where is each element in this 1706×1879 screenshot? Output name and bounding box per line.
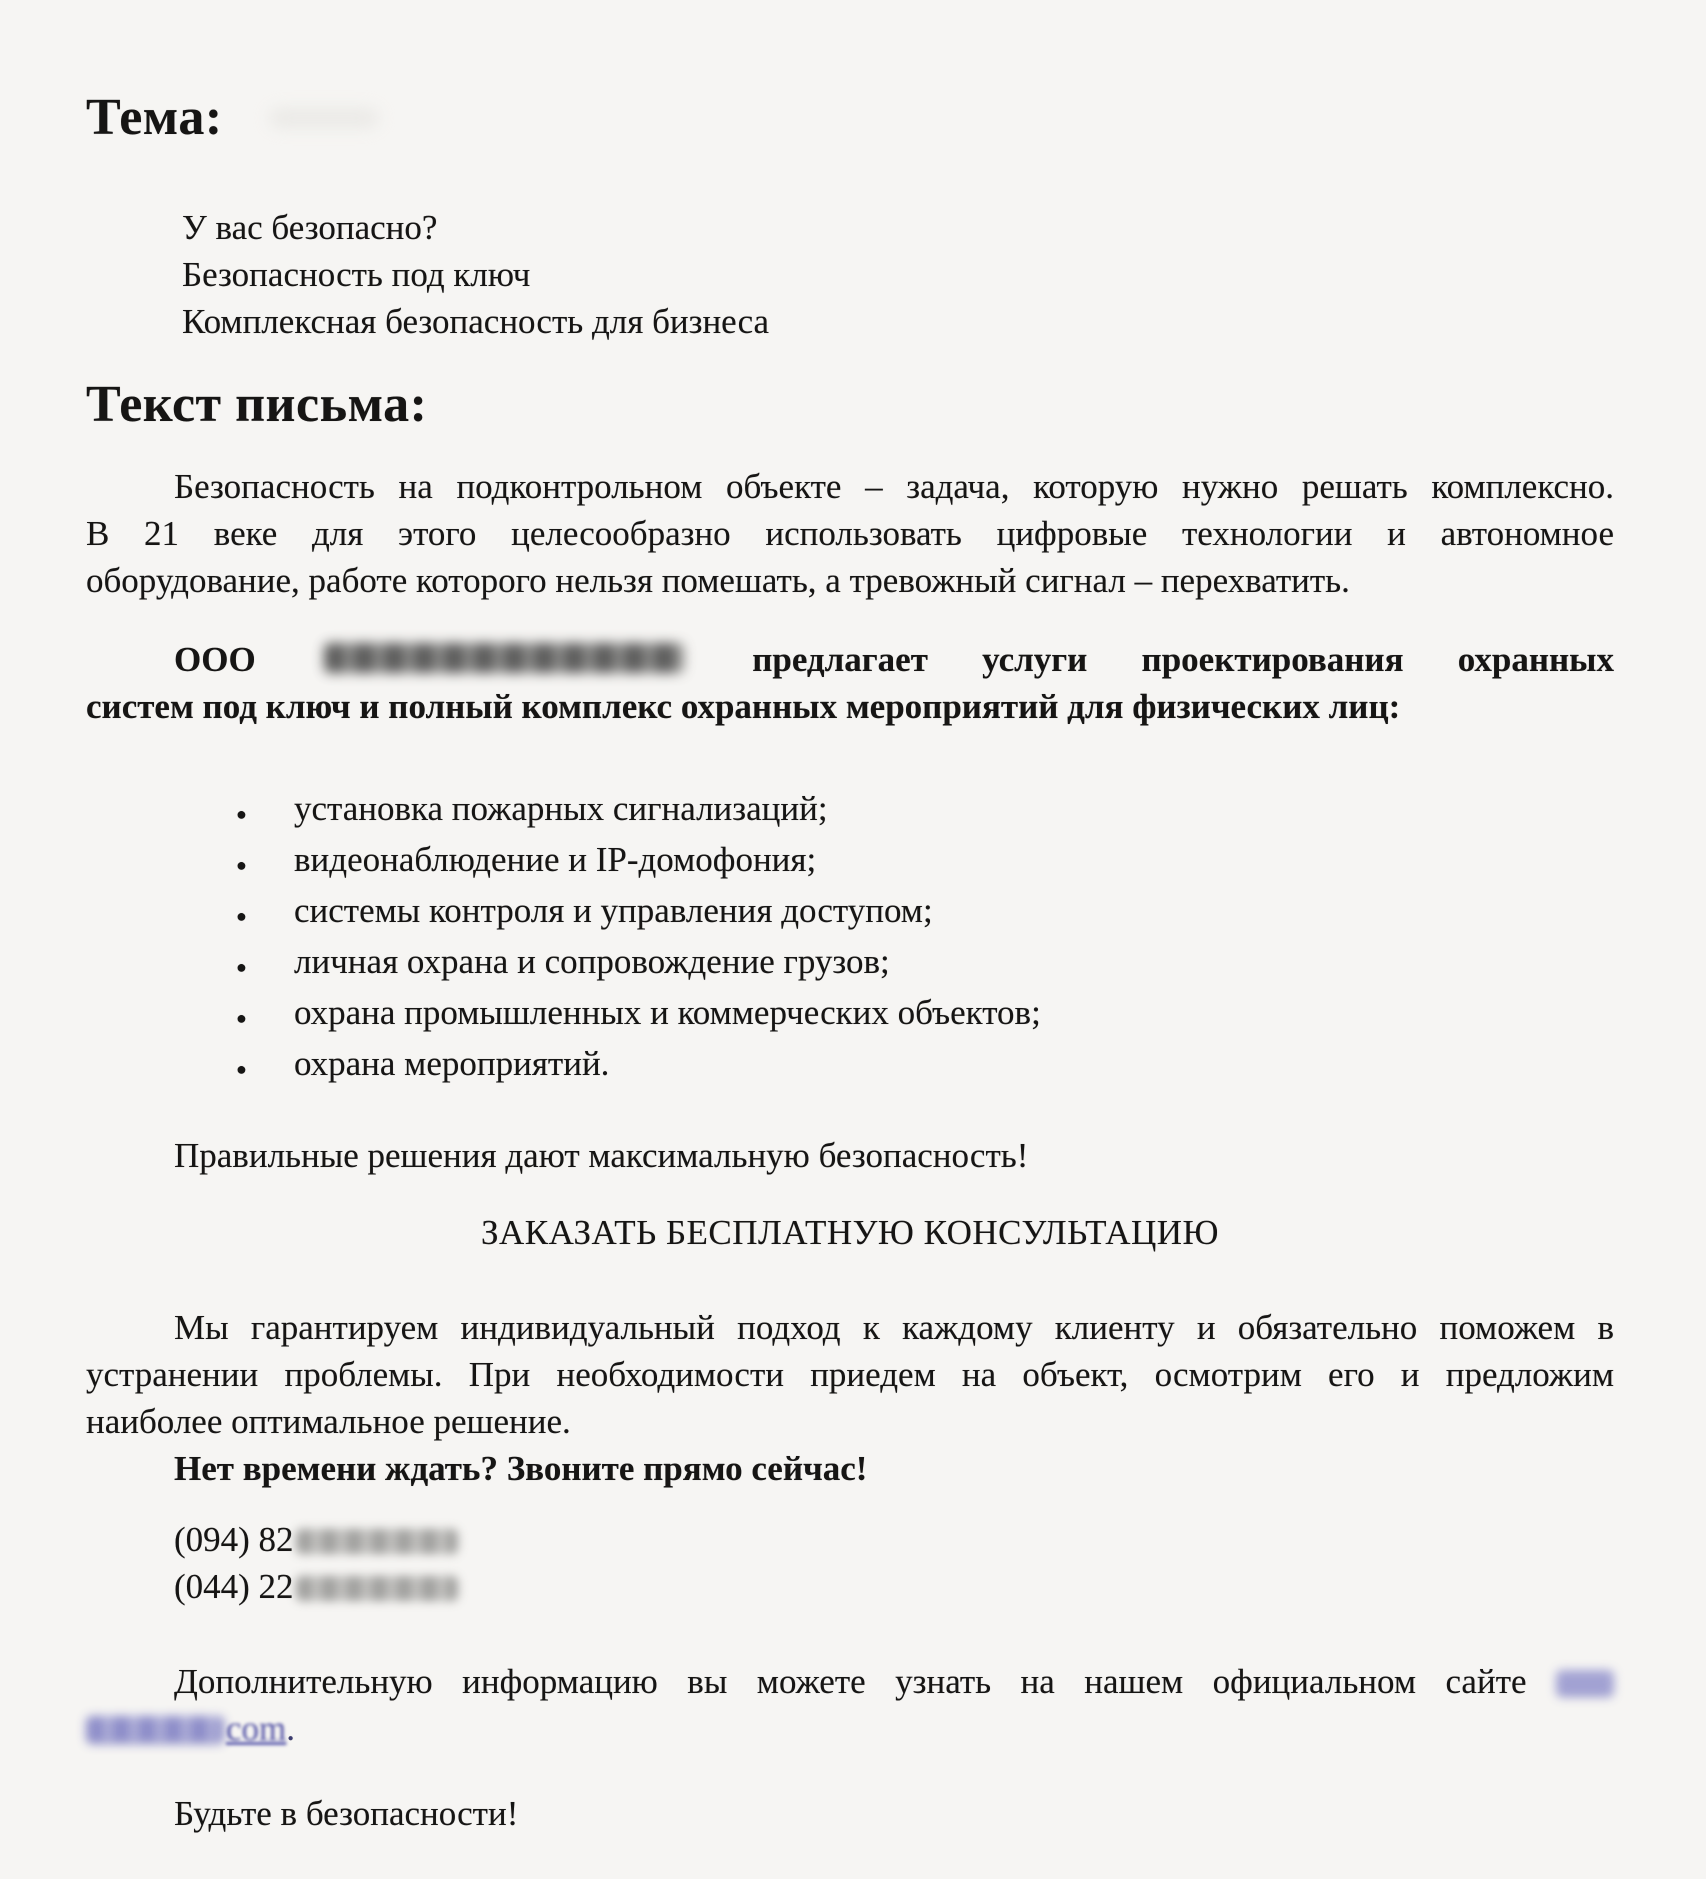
service-item-label: видеонаблюдение и IP-домофония; — [294, 840, 817, 879]
website-link-visible-text[interactable]: com — [226, 1709, 287, 1748]
bullet-dot-icon: ● — [236, 957, 247, 977]
service-item — [236, 786, 1614, 837]
intro-paragraph — [86, 463, 1614, 604]
service-item — [236, 1041, 1614, 1092]
website-line-1 — [86, 1658, 1614, 1705]
subject-heading: Тема: — [86, 89, 223, 146]
phone-number-visible-part: (094) 82 — [174, 1520, 294, 1559]
closing-line: Будьте в безопасности! — [174, 1794, 519, 1833]
subject-option: Безопасность под ключ — [182, 255, 531, 294]
service-item-label: охрана промышленных и коммерческих объектов; — [294, 993, 1041, 1032]
service-item-label: установка пожарных сигнализаций; — [294, 789, 828, 828]
org-prefix: ООО — [174, 640, 256, 679]
service-item — [236, 888, 1614, 939]
website-paragraph — [86, 1658, 1614, 1752]
slogan-line: Правильные решения дают максимальную безопасность! — [174, 1136, 1029, 1175]
bullet-dot-icon: ● — [236, 1059, 247, 1079]
subject-heading-smudge-redacted — [269, 108, 379, 128]
service-item — [236, 939, 1614, 990]
guarantee-paragraph-line: наиболее оптимальное решение. — [86, 1402, 571, 1441]
subject-option: У вас безопасно? — [182, 208, 438, 247]
website-line-1-text: Дополнительную информацию вы можете узнать на нашем официальном сайте — [174, 1662, 1527, 1701]
bullet-dot-icon: ● — [236, 804, 247, 824]
company-name-redacted-blur — [324, 643, 684, 673]
intro-paragraph-line: Безопасность на подконтрольном объекте – задача, которую нужно решать комплексно. — [174, 467, 1614, 506]
urgency-line: Нет времени ждать? Звоните прямо сейчас! — [174, 1449, 868, 1488]
phone-number-visible-part: (044) 22 — [174, 1567, 294, 1606]
guarantee-paragraph-line: устранении проблемы. При необходимости приедем на объект, осмотрим его и предложим — [86, 1355, 1614, 1394]
bullet-dot-icon: ● — [236, 855, 247, 875]
website-link-redacted-blur-2[interactable] — [86, 1716, 224, 1744]
offer-line-2: систем под ключ и полный комплекс охранных мероприятий для физических лиц: — [86, 687, 1401, 726]
website-link-redacted-blur-1[interactable] — [1556, 1670, 1614, 1697]
subject-heading-row — [86, 88, 1614, 148]
service-item-label: системы контроля и управления доступом; — [294, 891, 933, 930]
bullet-dot-icon: ● — [236, 906, 247, 926]
intro-paragraph-line: В 21 веке для этого целесообразно использовать цифровые технологии и автономное — [86, 514, 1614, 553]
guarantee-paragraph-line: Мы гарантируем индивидуальный подход к каждому клиенту и обязательно поможем в — [174, 1308, 1614, 1347]
sentence-period: . — [286, 1709, 296, 1748]
services-list — [86, 786, 1614, 1092]
phone-list — [86, 1516, 1614, 1610]
phone-number-redacted-blur — [296, 1576, 458, 1601]
phone-number — [86, 1516, 1614, 1563]
phone-number-redacted-blur — [296, 1529, 458, 1554]
website-line-2 — [86, 1705, 1614, 1752]
subject-options-list — [182, 204, 1614, 345]
offer-paragraph — [86, 636, 1614, 730]
guarantee-paragraph — [86, 1304, 1614, 1445]
letter-body-heading: Текст письма: — [86, 376, 428, 433]
cta-text: ЗАКАЗАТЬ БЕСПЛАТНУЮ КОНСУЛЬТАЦИЮ — [480, 1213, 1220, 1252]
service-item-label: личная охрана и сопровождение грузов; — [294, 942, 890, 981]
intro-paragraph-line: оборудование, работе которого нельзя помешать, а тревожный сигнал – перехватить. — [86, 561, 1350, 600]
subject-option: Комплексная безопасность для бизнеса — [182, 302, 770, 341]
phone-number — [86, 1563, 1614, 1610]
offer-line-1 — [86, 636, 1614, 683]
offer-line-1-text: предлагает услуги проектирования охранных — [752, 640, 1615, 679]
service-item — [236, 837, 1614, 888]
bullet-dot-icon: ● — [236, 1008, 247, 1028]
service-item-label: охрана мероприятий. — [294, 1044, 610, 1083]
service-item — [236, 990, 1614, 1041]
